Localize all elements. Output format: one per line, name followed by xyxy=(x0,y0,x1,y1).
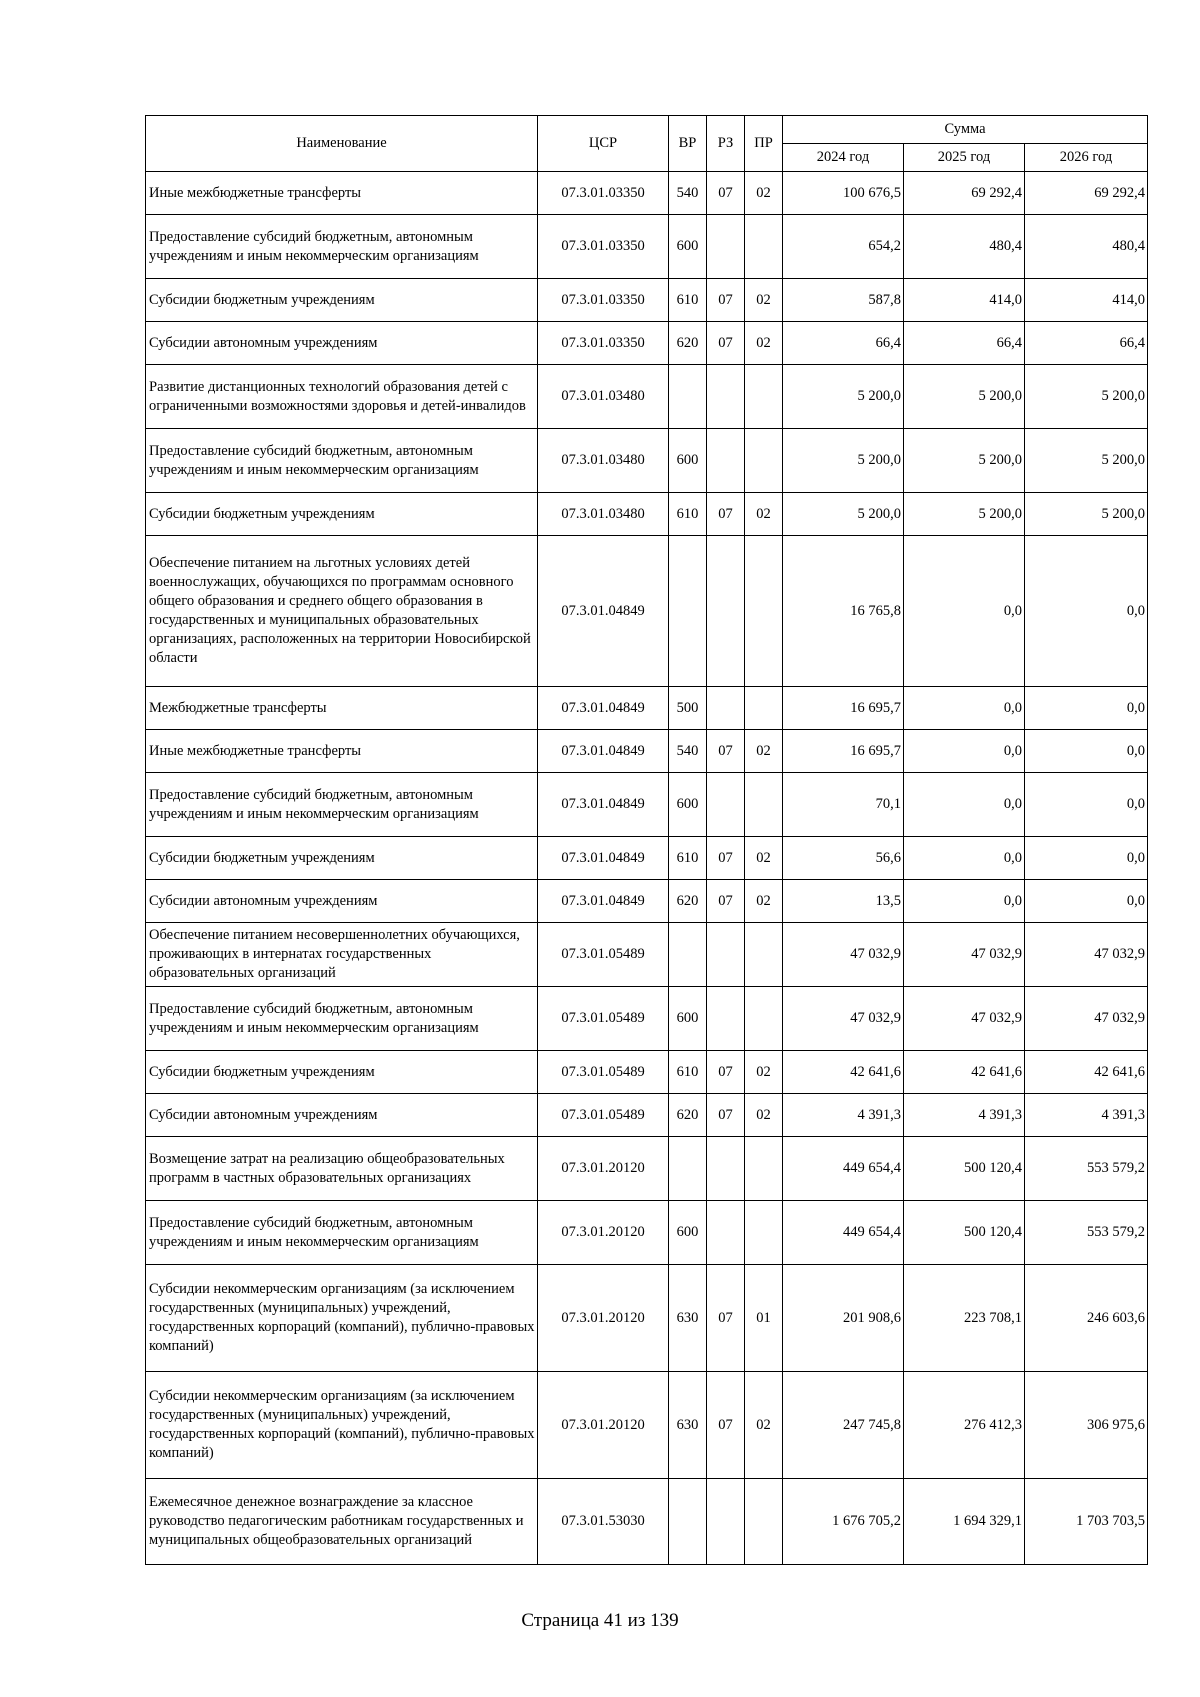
cell-sum-2026: 0,0 xyxy=(1025,837,1148,880)
cell-sum-2026: 0,0 xyxy=(1025,687,1148,730)
cell-vr: 610 xyxy=(669,1051,707,1094)
cell-sum-2026: 0,0 xyxy=(1025,536,1148,687)
cell-vr: 540 xyxy=(669,730,707,773)
cell-sum-2025: 0,0 xyxy=(904,687,1025,730)
cell-sum-2026: 5 200,0 xyxy=(1025,493,1148,536)
cell-rz xyxy=(707,215,745,279)
table-row xyxy=(146,730,1148,773)
header-year-2025: 2025 год xyxy=(904,144,1025,172)
cell-vr: 610 xyxy=(669,837,707,880)
cell-sum-2024: 449 654,4 xyxy=(783,1137,904,1201)
table-row xyxy=(146,1479,1148,1565)
cell-name: Иные межбюджетные трансферты xyxy=(146,730,538,773)
cell-csr: 07.3.01.03350 xyxy=(538,279,669,322)
table-row xyxy=(146,279,1148,322)
cell-pr: 02 xyxy=(745,1372,783,1479)
cell-pr xyxy=(745,987,783,1051)
cell-csr: 07.3.01.05489 xyxy=(538,987,669,1051)
cell-pr xyxy=(745,1137,783,1201)
cell-vr: 610 xyxy=(669,493,707,536)
cell-sum-2026: 4 391,3 xyxy=(1025,1094,1148,1137)
cell-sum-2025: 0,0 xyxy=(904,837,1025,880)
cell-pr xyxy=(745,365,783,429)
table-row xyxy=(146,429,1148,493)
cell-pr: 02 xyxy=(745,730,783,773)
cell-sum-2024: 47 032,9 xyxy=(783,923,904,987)
cell-name: Субсидии бюджетным учреждениям xyxy=(146,837,538,880)
table-row xyxy=(146,1094,1148,1137)
cell-sum-2026: 42 641,6 xyxy=(1025,1051,1148,1094)
cell-vr: 600 xyxy=(669,1201,707,1265)
cell-rz: 07 xyxy=(707,837,745,880)
cell-pr: 02 xyxy=(745,493,783,536)
cell-rz: 07 xyxy=(707,880,745,923)
cell-rz xyxy=(707,987,745,1051)
cell-rz: 07 xyxy=(707,730,745,773)
cell-pr: 02 xyxy=(745,880,783,923)
cell-pr: 02 xyxy=(745,1051,783,1094)
cell-rz: 07 xyxy=(707,1372,745,1479)
cell-sum-2026: 0,0 xyxy=(1025,880,1148,923)
table-row xyxy=(146,880,1148,923)
cell-sum-2026: 553 579,2 xyxy=(1025,1201,1148,1265)
header-sum: Сумма xyxy=(783,116,1148,144)
cell-name: Ежемесячное денежное вознаграждение за классное руководство педагогическим работникам государственных и муниципальных общеобразовательных организаций xyxy=(146,1479,538,1565)
cell-sum-2025: 1 694 329,1 xyxy=(904,1479,1025,1565)
cell-pr xyxy=(745,429,783,493)
cell-csr: 07.3.01.04849 xyxy=(538,730,669,773)
header-rz: РЗ xyxy=(707,116,745,172)
table-row xyxy=(146,493,1148,536)
cell-pr: 02 xyxy=(745,279,783,322)
cell-csr: 07.3.01.05489 xyxy=(538,1094,669,1137)
cell-vr: 540 xyxy=(669,172,707,215)
cell-sum-2025: 47 032,9 xyxy=(904,923,1025,987)
cell-sum-2024: 42 641,6 xyxy=(783,1051,904,1094)
cell-name: Субсидии автономным учреждениям xyxy=(146,880,538,923)
budget-table xyxy=(145,115,1148,1565)
cell-rz xyxy=(707,923,745,987)
header-csr: ЦСР xyxy=(538,116,669,172)
cell-sum-2026: 5 200,0 xyxy=(1025,429,1148,493)
cell-rz xyxy=(707,365,745,429)
cell-sum-2026: 66,4 xyxy=(1025,322,1148,365)
cell-vr: 600 xyxy=(669,429,707,493)
cell-vr: 600 xyxy=(669,215,707,279)
table-row xyxy=(146,536,1148,687)
cell-name: Иные межбюджетные трансферты xyxy=(146,172,538,215)
cell-name: Обеспечение питанием на льготных условиях детей военнослужащих, обучающихся по программам основного общего образования и среднего общего образования в государственных и муниципальных образовательных организациях, расположенных на территории Новосибирской области xyxy=(146,536,538,687)
table-row xyxy=(146,322,1148,365)
cell-rz xyxy=(707,536,745,687)
cell-rz: 07 xyxy=(707,493,745,536)
cell-name: Субсидии бюджетным учреждениям xyxy=(146,279,538,322)
cell-rz xyxy=(707,1137,745,1201)
cell-pr xyxy=(745,687,783,730)
table-row xyxy=(146,1201,1148,1265)
cell-pr: 02 xyxy=(745,1094,783,1137)
header-name: Наименование xyxy=(146,116,538,172)
cell-sum-2025: 5 200,0 xyxy=(904,365,1025,429)
cell-name: Развитие дистанционных технологий образования детей с ограниченными возможностями здоровья и детей-инвалидов xyxy=(146,365,538,429)
cell-pr xyxy=(745,773,783,837)
cell-sum-2024: 70,1 xyxy=(783,773,904,837)
cell-name: Субсидии бюджетным учреждениям xyxy=(146,1051,538,1094)
table-body xyxy=(146,172,1148,1565)
cell-sum-2025: 5 200,0 xyxy=(904,429,1025,493)
cell-name: Предоставление субсидий бюджетным, автономным учреждениям и иным некоммерческим организациям xyxy=(146,429,538,493)
cell-pr xyxy=(745,1479,783,1565)
cell-csr: 07.3.01.04849 xyxy=(538,687,669,730)
table-row xyxy=(146,687,1148,730)
cell-sum-2024: 16 695,7 xyxy=(783,730,904,773)
table-row xyxy=(146,1137,1148,1201)
cell-sum-2024: 5 200,0 xyxy=(783,493,904,536)
cell-sum-2025: 66,4 xyxy=(904,322,1025,365)
cell-name: Субсидии некоммерческим организациям (за исключением государственных (муниципальных) учреждений, государственных корпораций (компаний), публично-правовых компаний) xyxy=(146,1372,538,1479)
cell-rz xyxy=(707,429,745,493)
header-vr: ВР xyxy=(669,116,707,172)
cell-name: Субсидии автономным учреждениям xyxy=(146,1094,538,1137)
cell-name: Предоставление субсидий бюджетным, автономным учреждениям и иным некоммерческим организациям xyxy=(146,773,538,837)
cell-sum-2024: 66,4 xyxy=(783,322,904,365)
cell-csr: 07.3.01.05489 xyxy=(538,923,669,987)
cell-csr: 07.3.01.04849 xyxy=(538,536,669,687)
cell-csr: 07.3.01.20120 xyxy=(538,1201,669,1265)
cell-sum-2026: 480,4 xyxy=(1025,215,1148,279)
cell-vr xyxy=(669,923,707,987)
cell-sum-2024: 5 200,0 xyxy=(783,429,904,493)
cell-rz xyxy=(707,773,745,837)
cell-sum-2025: 47 032,9 xyxy=(904,987,1025,1051)
cell-vr: 600 xyxy=(669,773,707,837)
cell-sum-2026: 246 603,6 xyxy=(1025,1265,1148,1372)
cell-csr: 07.3.01.03480 xyxy=(538,429,669,493)
cell-rz xyxy=(707,1479,745,1565)
cell-csr: 07.3.01.03480 xyxy=(538,365,669,429)
cell-sum-2024: 56,6 xyxy=(783,837,904,880)
cell-pr xyxy=(745,923,783,987)
cell-vr: 630 xyxy=(669,1265,707,1372)
cell-csr: 07.3.01.03350 xyxy=(538,322,669,365)
table-row xyxy=(146,773,1148,837)
cell-csr: 07.3.01.53030 xyxy=(538,1479,669,1565)
cell-name: Субсидии бюджетным учреждениям xyxy=(146,493,538,536)
cell-name: Предоставление субсидий бюджетным, автономным учреждениям и иным некоммерческим организациям xyxy=(146,1201,538,1265)
cell-sum-2024: 201 908,6 xyxy=(783,1265,904,1372)
cell-name: Обеспечение питанием несовершеннолетних обучающихся, проживающих в интернатах государственных образовательных организаций xyxy=(146,923,538,987)
cell-pr xyxy=(745,1201,783,1265)
cell-rz: 07 xyxy=(707,1094,745,1137)
cell-vr: 630 xyxy=(669,1372,707,1479)
cell-vr: 620 xyxy=(669,322,707,365)
cell-vr xyxy=(669,536,707,687)
cell-sum-2025: 0,0 xyxy=(904,880,1025,923)
cell-sum-2026: 1 703 703,5 xyxy=(1025,1479,1148,1565)
cell-csr: 07.3.01.03350 xyxy=(538,172,669,215)
cell-rz: 07 xyxy=(707,1051,745,1094)
cell-sum-2025: 0,0 xyxy=(904,773,1025,837)
cell-sum-2025: 500 120,4 xyxy=(904,1137,1025,1201)
header-pr: ПР xyxy=(745,116,783,172)
cell-vr: 610 xyxy=(669,279,707,322)
cell-csr: 07.3.01.03480 xyxy=(538,493,669,536)
cell-rz: 07 xyxy=(707,322,745,365)
cell-csr: 07.3.01.20120 xyxy=(538,1137,669,1201)
cell-csr: 07.3.01.04849 xyxy=(538,880,669,923)
cell-sum-2024: 654,2 xyxy=(783,215,904,279)
cell-sum-2025: 42 641,6 xyxy=(904,1051,1025,1094)
cell-csr: 07.3.01.04849 xyxy=(538,773,669,837)
cell-sum-2025: 0,0 xyxy=(904,730,1025,773)
cell-name: Межбюджетные трансферты xyxy=(146,687,538,730)
cell-sum-2025: 4 391,3 xyxy=(904,1094,1025,1137)
table-row xyxy=(146,1265,1148,1372)
cell-name: Возмещение затрат на реализацию общеобразовательных программ в частных образовательных организациях xyxy=(146,1137,538,1201)
cell-name: Предоставление субсидий бюджетным, автономным учреждениям и иным некоммерческим организациям xyxy=(146,987,538,1051)
cell-vr xyxy=(669,365,707,429)
cell-rz: 07 xyxy=(707,1265,745,1372)
cell-vr: 620 xyxy=(669,880,707,923)
table-row xyxy=(146,1051,1148,1094)
cell-pr xyxy=(745,536,783,687)
cell-sum-2026: 69 292,4 xyxy=(1025,172,1148,215)
header-year-2026: 2026 год xyxy=(1025,144,1148,172)
cell-sum-2024: 100 676,5 xyxy=(783,172,904,215)
cell-sum-2024: 587,8 xyxy=(783,279,904,322)
table-row xyxy=(146,1372,1148,1479)
cell-vr: 600 xyxy=(669,987,707,1051)
cell-sum-2025: 500 120,4 xyxy=(904,1201,1025,1265)
cell-pr: 01 xyxy=(745,1265,783,1372)
table-row xyxy=(146,172,1148,215)
cell-pr xyxy=(745,215,783,279)
cell-sum-2026: 5 200,0 xyxy=(1025,365,1148,429)
cell-sum-2024: 47 032,9 xyxy=(783,987,904,1051)
cell-csr: 07.3.01.03350 xyxy=(538,215,669,279)
cell-sum-2025: 276 412,3 xyxy=(904,1372,1025,1479)
cell-rz xyxy=(707,1201,745,1265)
cell-rz xyxy=(707,687,745,730)
table-row xyxy=(146,365,1148,429)
table-header xyxy=(146,116,1148,172)
cell-sum-2026: 553 579,2 xyxy=(1025,1137,1148,1201)
cell-sum-2024: 1 676 705,2 xyxy=(783,1479,904,1565)
cell-sum-2026: 47 032,9 xyxy=(1025,987,1148,1051)
cell-sum-2024: 16 765,8 xyxy=(783,536,904,687)
cell-sum-2025: 0,0 xyxy=(904,536,1025,687)
cell-vr: 500 xyxy=(669,687,707,730)
cell-sum-2026: 306 975,6 xyxy=(1025,1372,1148,1479)
cell-sum-2024: 449 654,4 xyxy=(783,1201,904,1265)
cell-sum-2025: 5 200,0 xyxy=(904,493,1025,536)
cell-pr: 02 xyxy=(745,837,783,880)
header-year-2024: 2024 год xyxy=(783,144,904,172)
cell-sum-2025: 480,4 xyxy=(904,215,1025,279)
cell-name: Субсидии некоммерческим организациям (за исключением государственных (муниципальных) учреждений, государственных корпораций (компаний), публично-правовых компаний) xyxy=(146,1265,538,1372)
cell-csr: 07.3.01.20120 xyxy=(538,1265,669,1372)
cell-name: Предоставление субсидий бюджетным, автономным учреждениям и иным некоммерческим организациям xyxy=(146,215,538,279)
cell-sum-2024: 247 745,8 xyxy=(783,1372,904,1479)
cell-sum-2025: 414,0 xyxy=(904,279,1025,322)
cell-vr xyxy=(669,1137,707,1201)
cell-sum-2025: 223 708,1 xyxy=(904,1265,1025,1372)
table-row xyxy=(146,923,1148,987)
cell-sum-2026: 47 032,9 xyxy=(1025,923,1148,987)
cell-pr: 02 xyxy=(745,172,783,215)
cell-sum-2024: 16 695,7 xyxy=(783,687,904,730)
cell-csr: 07.3.01.04849 xyxy=(538,837,669,880)
cell-sum-2026: 0,0 xyxy=(1025,773,1148,837)
cell-rz: 07 xyxy=(707,172,745,215)
cell-sum-2024: 5 200,0 xyxy=(783,365,904,429)
table-row xyxy=(146,837,1148,880)
cell-csr: 07.3.01.05489 xyxy=(538,1051,669,1094)
cell-vr: 620 xyxy=(669,1094,707,1137)
cell-sum-2026: 0,0 xyxy=(1025,730,1148,773)
cell-sum-2024: 4 391,3 xyxy=(783,1094,904,1137)
cell-sum-2025: 69 292,4 xyxy=(904,172,1025,215)
cell-vr xyxy=(669,1479,707,1565)
cell-pr: 02 xyxy=(745,322,783,365)
cell-sum-2024: 13,5 xyxy=(783,880,904,923)
cell-rz: 07 xyxy=(707,279,745,322)
table-row xyxy=(146,987,1148,1051)
page-number: Страница 41 из 139 xyxy=(521,1610,679,1631)
table-row xyxy=(146,215,1148,279)
cell-csr: 07.3.01.20120 xyxy=(538,1372,669,1479)
cell-name: Субсидии автономным учреждениям xyxy=(146,322,538,365)
cell-sum-2026: 414,0 xyxy=(1025,279,1148,322)
